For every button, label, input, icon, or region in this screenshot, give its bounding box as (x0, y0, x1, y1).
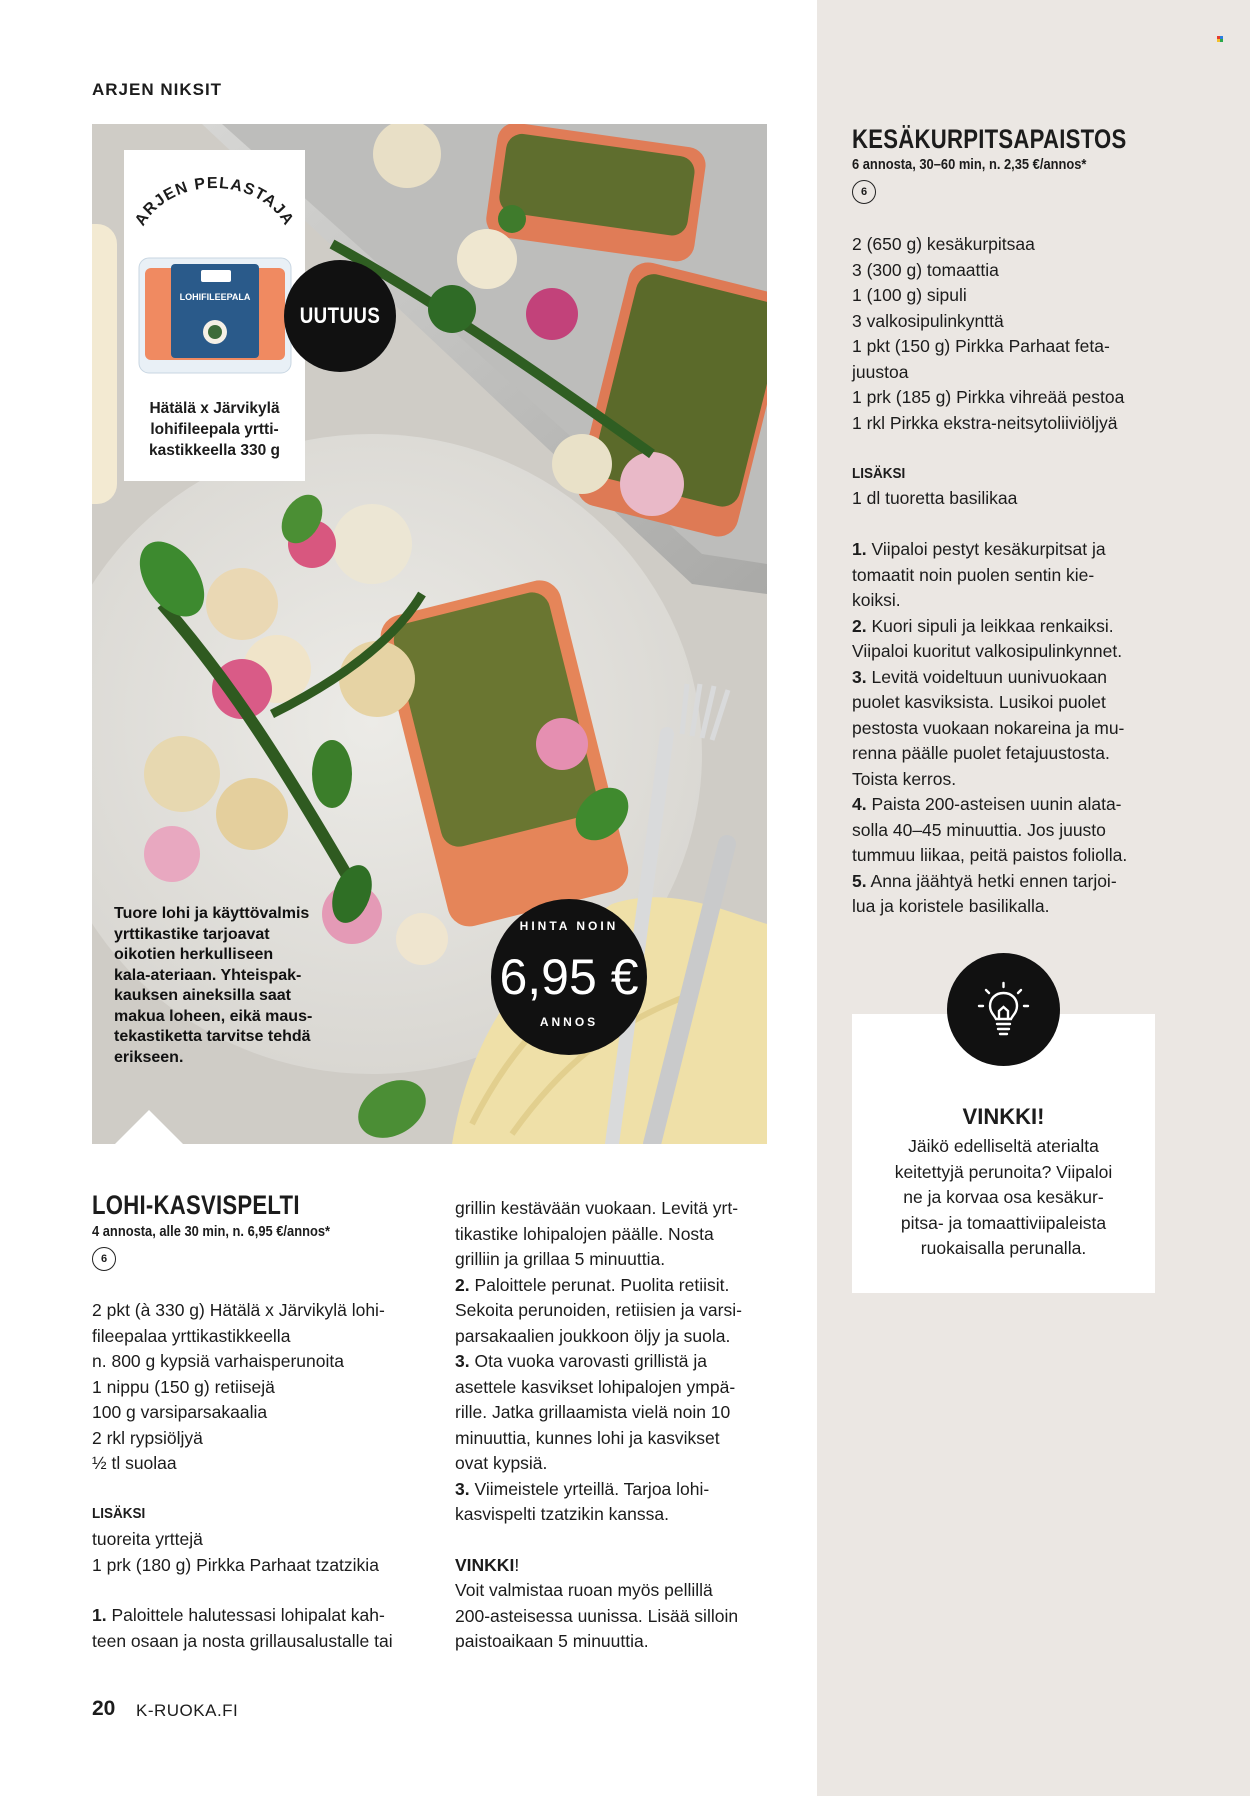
price-badge (491, 899, 647, 1055)
serving-icon-right: 6 (852, 180, 876, 204)
steps-column-2: grillin kestävään vuokaan. Levitä yrt- tikastike lohipalojen päälle. Nosta grilliin ja grillaa 5 minuuttia. 2. Paloittele perunat. Puolita retiisit. Sekoita perunoiden, retiisien ja varsi- parsakaalien joukkoon öljy ja suola. 3. Ota vuoka varovasti grillistä ja asettele kasvikset lohipalojen ympä- rille. Jatka grillaamista vielä noin 10 minuuttia, kunnes lohi ja kasvikset ovat kypsiä. 3. Viimeistele yrteillä. Tarjoa lohi- kasvispelti tzatzikin kanssa. VINKKI! Voit valmistaa ruoan myös pellillä 200-asteisessa uunissa. Lisää silloin paistoaikaan 5 minuuttia. (455, 1198, 742, 1651)
ingredient-list (92, 1298, 385, 1477)
steps-right: 1. Viipaloi pestyt kesäkurpitsat ja tomaatit noin puolen sentin kie- koiksi. 2. Kuori sipuli ja leikkaa renkaiksi. Viipaloi kuoritut valkosipulinkynnet. 3. Levitä voideltuun uunivuokaan puolet kasviksista. Lusikoi puolet pestosta vuokaan nokareina ja mu- renna päälle puolet fetajuustosta. Toista kerros. 4. Paista 200-asteisen uunin alata- solla 40–45 minuuttia. Jos juusto tummuu liikaa, peitä paistos foliolla. 5. Anna jäähtyä hetki ennen tarjoi- lua ja koristele basilikalla. (852, 539, 1128, 916)
page-number: 20 (92, 1697, 116, 1720)
extras-list-right (852, 486, 1017, 512)
ingredient-list-right (852, 232, 1124, 436)
list-item: 2 pkt (à 330 g) Hätälä x Järvikylä lohi- (92, 1300, 385, 1320)
tip-heading: VINKKI (455, 1554, 515, 1575)
package-label: LOHIFILEEPALA (179, 292, 251, 302)
list-item: 1 nippu (150 g) retiisejä (92, 1376, 275, 1397)
corner-color-mark (1217, 36, 1223, 42)
new-badge: UUTUUS (284, 260, 396, 372)
tip-badge (947, 953, 1060, 1066)
extras-heading-right: LISÄKSI (852, 465, 906, 482)
list-item: 1 rkl Pirkka ekstra-neitsytoliiviöljyä (852, 412, 1118, 433)
arch-text: ARJEN PELASTAJA (131, 174, 298, 229)
product-card (124, 150, 305, 481)
extras-heading: LISÄKSI (92, 1505, 146, 1522)
tip-card-title: VINKKI! (962, 1104, 1045, 1129)
serving-icon: 6 (92, 1247, 116, 1271)
extras-list (92, 1527, 379, 1578)
list-item: tuoreita yrttejä (92, 1529, 203, 1549)
list-item: 3 valkosipulinkynttä (852, 310, 1004, 331)
price-value: 6,95 € (499, 949, 639, 1005)
section-label: ARJEN NIKSIT (92, 80, 223, 99)
lightbulb-icon (977, 981, 1030, 1038)
product-name: Hätälä x Järvikylä lohifileepala yrtti- kastikkeella 330 g (149, 400, 280, 459)
recipe-title: LOHI-KASVISPELTI (92, 1190, 300, 1220)
list-item: 1 prk (180 g) Pirkka Parhaat tzatzikia (92, 1554, 379, 1575)
steps-column-1: 1. Paloittele halutessasi lohipalat kah- teen osaan ja nosta grillausalustalle tai (92, 1605, 393, 1651)
list-item: 1 pkt (150 g) Pirkka Parhaat feta- (852, 336, 1110, 356)
tip-card-body: Jäikö edelliseltä aterialta keitettyjä perunoita? Viipaloi ne ja korvaa osa kesäkur- pitsa- ja tomaattiviipaleista ruokaisalla perunalla. (894, 1136, 1113, 1258)
list-item: juustoa (852, 361, 909, 382)
list-item: 100 g varsiparsakaalia (92, 1402, 268, 1422)
svg-text:ARJEN PELASTAJA (132, 175, 297, 229)
product-illustration (124, 150, 305, 390)
site-link[interactable]: K-RUOKA.FI (136, 1701, 239, 1720)
list-item: 3 (300 g) tomaattia (852, 259, 999, 280)
list-item: fileepalaa yrttikastikkeella (92, 1325, 291, 1346)
hero-notch (113, 1110, 185, 1146)
list-item: 1 prk (185 g) Pirkka vihreää pestoa (852, 387, 1125, 407)
price-badge-bottom: ANNOS (539, 1015, 599, 1029)
recipe-title-right: KESÄKURPITSAPAISTOS (852, 124, 1127, 154)
list-item: 2 rkl rypsiöljyä (92, 1427, 203, 1448)
price-badge-top: HINTA NOIN (519, 919, 619, 933)
list-item: 1 (100 g) sipuli (852, 285, 967, 305)
list-item: 2 (650 g) kesäkurpitsaa (852, 234, 1035, 254)
hero-caption: Tuore lohi ja käyttövalmis yrttikastike tarjoavat oikotien herkulliseen kala-ateriaan. Yhteispak- kauksen aineksilla saat makua loheen, eikä maus- tekastiketta tarvitse tehdä erikseen. (114, 905, 313, 1066)
hero-photo (92, 124, 767, 1144)
list-item: 1 dl tuoretta basilikaa (852, 488, 1018, 508)
recipe-meta: 4 annosta, alle 30 min, n. 6,95 €/annos* (92, 1223, 331, 1240)
recipe-meta-right: 6 annosta, 30–60 min, n. 2,35 €/annos* (852, 156, 1087, 173)
list-item: ½ tl suolaa (92, 1453, 177, 1473)
list-item: n. 800 g kypsiä varhaisperunoita (92, 1351, 344, 1371)
